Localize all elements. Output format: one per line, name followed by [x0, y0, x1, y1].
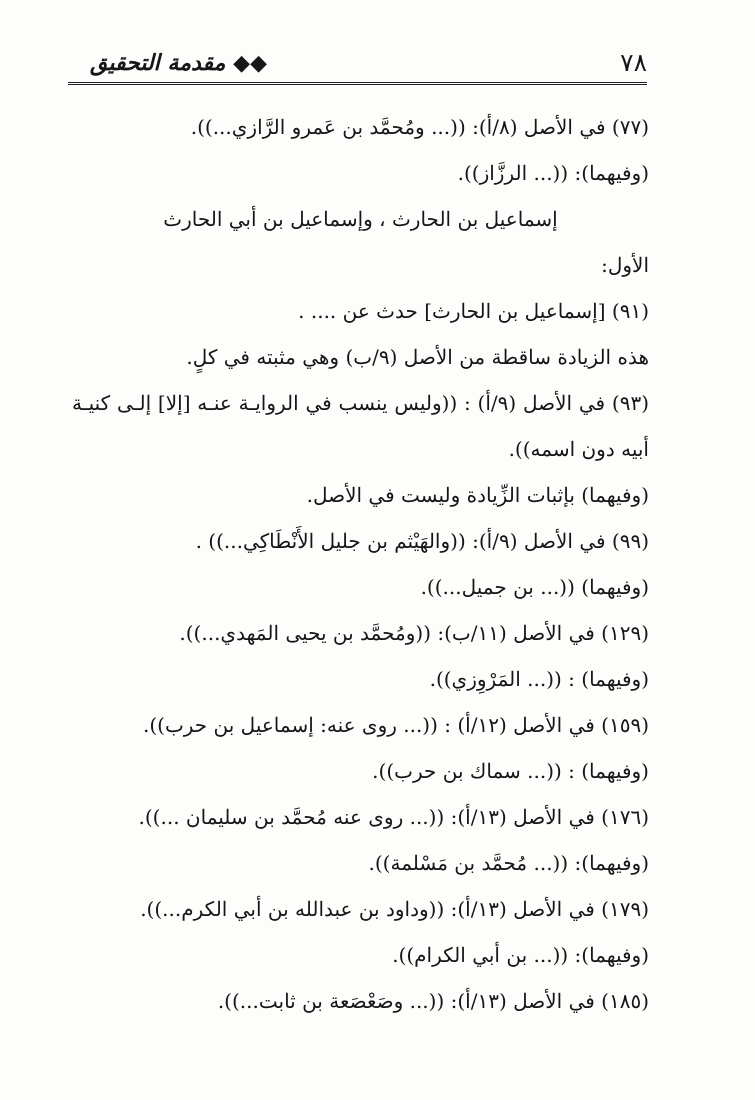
text-line: الأول:	[601, 253, 649, 277]
text-line: (وفيهما) : ((... سماك بن حرب)).	[372, 759, 649, 783]
text-line: أبيه دون اسمه)).	[508, 437, 649, 461]
text-line: (وفيهما): ((... مُحمَّد بن مَسْلمة)).	[368, 851, 649, 875]
header-rule	[68, 82, 647, 88]
text-line: (٩٣) في الأصل (٩/أ) : ((وليس ينسب في الروايـة عنـه [إلا] إلـى كنيـة	[72, 391, 649, 415]
text-line: (٩٩) في الأصل (٩/أ): ((والهَيْثم بن جليل الأَنْطَاكِي...)) .	[195, 529, 649, 553]
text-line: (١٨٥) في الأصل (١٣/أ): ((... وصَعْصَعة بن ثابت...)).	[217, 989, 649, 1013]
page-header	[68, 48, 647, 82]
text-line: (وفيهما) : ((... المَرْوِزي)).	[429, 667, 649, 691]
section-heading: إسماعيل بن الحارث ، وإسماعيل بن أبي الحارث	[163, 207, 558, 231]
text-line: (وفيهما): ((... الرزَّاز)).	[457, 161, 649, 185]
page-number: ٧٨	[620, 48, 647, 77]
text-line: (٧٧) في الأصل (٨/أ): ((... ومُحمَّد بن عَمرو الرَّازي...)).	[190, 115, 649, 139]
text-line: (وفيهما) بإثبات الزِّيادة وليست في الأصل.	[306, 483, 649, 507]
running-title: مقدمة التحقيق ◆◆	[90, 50, 267, 76]
page-body	[72, 112, 649, 1032]
text-line: (١٥٩) في الأصل (١٢/أ) : ((... روى عنه: إسماعيل بن حرب)).	[142, 713, 649, 737]
text-line: (١٧٩) في الأصل (١٣/أ): ((وداود بن عبدالله بن أبي الكرم...)).	[140, 897, 649, 921]
text-line: (١٢٩) في الأصل (١١/ب): ((ومُحمَّد بن يحيى المَهدي...)).	[179, 621, 649, 645]
text-line: (١٧٦) في الأصل (١٣/أ): ((... روى عنه مُحمَّد بن سليمان ...)).	[138, 805, 649, 829]
text-line: (٩١) [إسماعيل بن الحارث] حدث عن .... .	[298, 299, 649, 323]
text-line: (وفيهما) ((... بن جميل...)).	[420, 575, 649, 599]
text-line: هذه الزيادة ساقطة من الأصل (٩/ب) وهي مثبته في كلٍ.	[186, 345, 649, 369]
text-line: (وفيهما): ((... بن أبي الكرام)).	[392, 943, 649, 967]
